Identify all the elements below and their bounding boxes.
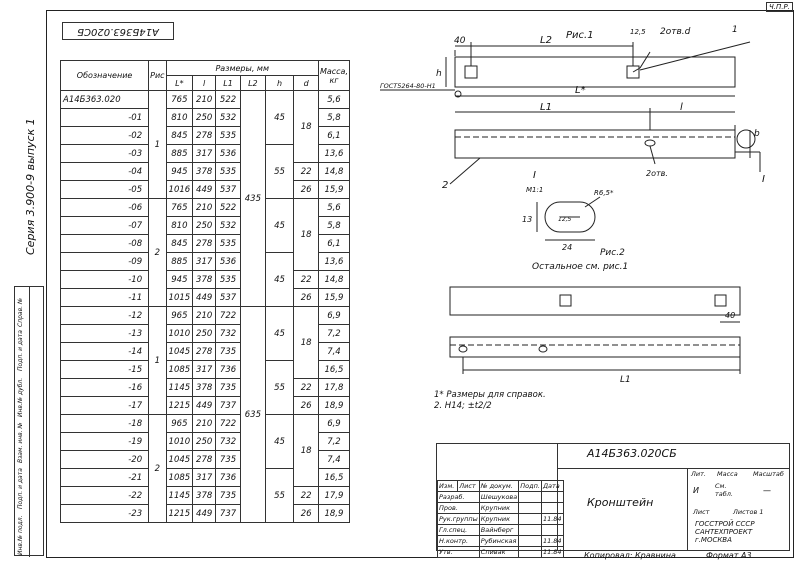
fig2-title: Рис.2	[600, 248, 625, 258]
cell-Lstar: 1085	[166, 469, 193, 487]
cell-mass: 6,9	[318, 415, 349, 433]
dim-24: 24	[562, 243, 573, 252]
cell-L1: 736	[216, 361, 241, 379]
cell-designation: -18	[61, 415, 149, 433]
cell-Lstar: 945	[166, 271, 193, 289]
cell-designation: -21	[61, 469, 149, 487]
cell-designation: А14Б363.020	[61, 91, 149, 109]
cell-d: 26	[294, 505, 319, 523]
cell-mass: 14,8	[318, 271, 349, 289]
table-row	[61, 397, 350, 415]
cell-L1: 535	[216, 163, 241, 181]
cell-L1: 737	[216, 505, 241, 523]
cell-mass: 7,4	[318, 343, 349, 361]
cell-l: 378	[193, 163, 216, 181]
cell-Lstar: 1045	[166, 343, 193, 361]
table-row	[61, 289, 350, 307]
dim-12-5: 12,5	[630, 28, 646, 36]
tb-code: А14Б363.020СБ	[587, 447, 677, 460]
col-L2: L2	[240, 76, 265, 91]
cell-mass: 15,9	[318, 181, 349, 199]
col-dims: Размеры, мм	[166, 61, 318, 76]
cell-mass: 16,5	[318, 361, 349, 379]
side-stamp-label-6: Справ. №	[17, 297, 24, 327]
cell-d: 22	[294, 163, 319, 181]
dim-Lstar: L*	[575, 85, 586, 96]
cell-l: 317	[193, 469, 216, 487]
tb-date	[541, 503, 563, 514]
cell-Lstar: 1010	[166, 325, 193, 343]
dim-L2: L2	[540, 35, 552, 46]
cell-mass: 7,2	[318, 325, 349, 343]
tb-role: Гл.спец.	[438, 525, 480, 536]
cell-l: 317	[193, 361, 216, 379]
gost-label: ГОСТ5264-80-Н1	[380, 82, 436, 90]
col-fig: Рис	[149, 61, 166, 91]
note-2: 2. H14; ±t2/2	[434, 401, 492, 411]
dim-13: 13	[522, 215, 533, 224]
tb-divider-h	[557, 468, 789, 469]
cell-mass: 5,8	[318, 109, 349, 127]
section-mark: I	[762, 174, 765, 185]
cell-l: 449	[193, 181, 216, 199]
cell-L1: 535	[216, 235, 241, 253]
cell-L1: 735	[216, 451, 241, 469]
cell-L1: 732	[216, 433, 241, 451]
section-scale: М1:1	[526, 186, 544, 194]
cell-mass: 14,8	[318, 163, 349, 181]
cell-h: 55	[265, 145, 293, 199]
col-d: d	[294, 76, 319, 91]
fig2-hole-left	[560, 295, 571, 306]
cell-designation: -17	[61, 397, 149, 415]
cell-L1: 532	[216, 109, 241, 127]
table-row	[61, 487, 350, 505]
tb-role: Н.контр.	[438, 536, 480, 547]
cell-mass: 6,9	[318, 307, 349, 325]
tb-sign	[519, 492, 542, 503]
cell-Lstar: 965	[166, 307, 193, 325]
tb-role-row	[438, 514, 564, 525]
table-row	[61, 415, 350, 433]
cell-mass: 5,8	[318, 217, 349, 235]
table-row	[61, 271, 350, 289]
cell-Lstar: 810	[166, 109, 193, 127]
fig1-side-bar	[455, 130, 735, 158]
fig2-side-bar	[450, 337, 740, 357]
tb-scale-value: —	[763, 486, 771, 495]
cell-L1: 535	[216, 271, 241, 289]
tb-header-cell: Подп.	[520, 482, 540, 490]
tb-signer: Спивак	[479, 547, 518, 558]
cell-designation: -10	[61, 271, 149, 289]
cell-Lstar: 1145	[166, 487, 193, 505]
cell-designation: -05	[61, 181, 149, 199]
cell-L1: 522	[216, 91, 241, 109]
cell-h: 55	[265, 469, 293, 523]
cell-Lstar: 1016	[166, 181, 193, 199]
tb-role-row	[438, 503, 564, 514]
dim-125: 12,5	[558, 216, 572, 223]
fig2-top-bar	[450, 287, 740, 315]
tb-date: 11.84	[542, 537, 562, 545]
cell-mass: 13,6	[318, 145, 349, 163]
tb-mass-header: Масса	[717, 470, 738, 478]
cell-designation: -09	[61, 253, 149, 271]
tb-sheet: Лист	[693, 508, 710, 516]
side-stamp-label-3: Взам. инв. №	[17, 422, 24, 463]
tb-lit-header: Лит.	[691, 470, 706, 478]
cell-designation: -13	[61, 325, 149, 343]
cell-l: 449	[193, 397, 216, 415]
tb-sign	[519, 536, 542, 547]
tb-role: Утв.	[438, 547, 480, 558]
cell-l: 278	[193, 127, 216, 145]
cell-designation: -22	[61, 487, 149, 505]
cell-designation: -02	[61, 127, 149, 145]
dim-b: b	[754, 129, 760, 139]
cell-L1: 735	[216, 487, 241, 505]
tb-role-row	[438, 492, 564, 503]
cell-Lstar: 945	[166, 163, 193, 181]
tb-role: Рук.группы	[439, 515, 478, 523]
cell-l: 210	[193, 91, 216, 109]
cell-Lstar: 1085	[166, 361, 193, 379]
tb-signer: Рубинская	[479, 536, 518, 547]
cell-d: 26	[294, 181, 319, 199]
tb-signatures	[437, 480, 564, 558]
note-1: 1* Размеры для справок.	[434, 390, 546, 400]
cell-h: 45	[265, 307, 293, 361]
drawing-canvas	[350, 12, 790, 402]
tb-mass-value: См. табл.	[715, 482, 733, 498]
cell-L1: 735	[216, 379, 241, 397]
cell-Lstar: 885	[166, 145, 193, 163]
notes	[434, 390, 546, 412]
table-row	[61, 163, 350, 181]
dim-R: R6,5*	[594, 189, 614, 197]
copied-by: Копировал: Кравнина	[584, 551, 676, 560]
cell-designation: -20	[61, 451, 149, 469]
fig1-top-bar	[455, 57, 735, 87]
cell-h: 55	[265, 361, 293, 415]
cell-fig: 1	[149, 91, 166, 199]
cell-l: 317	[193, 253, 216, 271]
dim-40: 40	[454, 36, 466, 46]
table-row	[61, 181, 350, 199]
tb-org-1: ГОССТРОЙ СССР	[695, 520, 755, 528]
holes-label: 2отв.d	[660, 27, 691, 37]
cell-l: 250	[193, 217, 216, 235]
tb-role: Пров.	[438, 503, 480, 514]
cell-h: 45	[265, 415, 293, 469]
cell-designation: -23	[61, 505, 149, 523]
dim-l: l	[680, 102, 683, 113]
format-label: Формат А3	[706, 551, 752, 560]
corner-code: Ч.П.Р.	[766, 2, 793, 12]
tb-date: 11.84	[542, 548, 562, 556]
section-title: I	[533, 170, 536, 181]
cell-mass: 18,9	[318, 505, 349, 523]
cell-d: 22	[294, 487, 319, 505]
cell-L2: 635	[240, 307, 265, 523]
cell-mass: 7,2	[318, 433, 349, 451]
cell-Lstar: 810	[166, 217, 193, 235]
tb-header-row	[438, 481, 564, 492]
cell-d: 18	[294, 199, 319, 271]
table-row	[61, 307, 350, 325]
cell-l: 449	[193, 289, 216, 307]
cell-designation: -16	[61, 379, 149, 397]
cell-L1: 732	[216, 325, 241, 343]
table-row	[61, 379, 350, 397]
cell-mass: 17,8	[318, 379, 349, 397]
cell-l: 449	[193, 505, 216, 523]
tb-scale-header: Масштаб	[753, 470, 784, 478]
cell-d: 18	[294, 307, 319, 379]
tb-org-3: г.МОСКВА	[695, 536, 732, 544]
cell-mass: 16,5	[318, 469, 349, 487]
cell-l: 250	[193, 433, 216, 451]
col-mass: Масса, кг	[318, 61, 349, 91]
side-stamp-label-1: Инв.№ подл.	[17, 515, 24, 555]
tb-signer: Шешукова	[480, 493, 518, 501]
cell-l: 378	[193, 379, 216, 397]
cell-mass: 6,1	[318, 127, 349, 145]
tb-header-cell: № докум.	[479, 481, 518, 492]
side-stamp-label-5: Подп. и дата	[17, 330, 24, 371]
tb-date	[541, 492, 563, 503]
cell-designation: -04	[61, 163, 149, 181]
tb-date: 11.84	[542, 515, 562, 523]
cell-Lstar: 1215	[166, 505, 193, 523]
holes2-label: 2отв.	[646, 169, 668, 178]
tb-divider-v2	[687, 468, 688, 550]
tb-header-cell: Изм.	[438, 481, 458, 492]
tb-role-row	[438, 536, 564, 547]
cell-designation: -03	[61, 145, 149, 163]
tb-lit-value: И	[693, 486, 699, 495]
cell-Lstar: 765	[166, 91, 193, 109]
side-stamp-label-4: Инв.№ дубл.	[17, 377, 24, 417]
leader-2: 2	[442, 180, 449, 191]
cell-l: 210	[193, 307, 216, 325]
cell-mass: 5,6	[318, 91, 349, 109]
cell-Lstar: 1010	[166, 433, 193, 451]
tb-org	[695, 520, 755, 544]
cell-L1: 532	[216, 217, 241, 235]
cell-h: 45	[265, 253, 293, 307]
cell-L1: 536	[216, 253, 241, 271]
cell-Lstar: 1145	[166, 379, 193, 397]
cell-designation: -19	[61, 433, 149, 451]
cell-d: 26	[294, 289, 319, 307]
cell-l: 210	[193, 199, 216, 217]
dim-h: h	[436, 69, 442, 79]
cell-L1: 535	[216, 127, 241, 145]
cell-l: 378	[193, 271, 216, 289]
cell-l: 250	[193, 325, 216, 343]
cell-l: 250	[193, 109, 216, 127]
tb-name: Кронштейн	[587, 496, 654, 509]
cell-designation: -12	[61, 307, 149, 325]
cell-l: 278	[193, 343, 216, 361]
tb-role-row	[438, 547, 564, 558]
cell-fig: 1	[149, 307, 166, 415]
cell-L1: 735	[216, 343, 241, 361]
cell-L1: 536	[216, 145, 241, 163]
cell-L1: 722	[216, 415, 241, 433]
side-stamp	[14, 286, 44, 556]
tb-role-row	[438, 525, 564, 536]
fig2-note: Остальное см. рис.1	[532, 262, 629, 272]
col-Lstar: L*	[166, 76, 193, 91]
tb-sign	[519, 503, 542, 514]
cell-mass: 5,6	[318, 199, 349, 217]
cell-Lstar: 845	[166, 235, 193, 253]
cell-mass: 13,6	[318, 253, 349, 271]
tb-header-cell: Дата	[541, 481, 563, 492]
cell-L1: 522	[216, 199, 241, 217]
cell-designation: -07	[61, 217, 149, 235]
table-row	[61, 199, 350, 217]
tb-sign	[519, 514, 542, 525]
cell-Lstar: 885	[166, 253, 193, 271]
table-row	[61, 91, 350, 109]
cell-mass: 17,9	[318, 487, 349, 505]
fig2-dim-40: 40	[725, 311, 736, 320]
cell-d: 22	[294, 379, 319, 397]
cell-l: 278	[193, 235, 216, 253]
cell-designation: -01	[61, 109, 149, 127]
tb-signer: Крупник	[479, 503, 518, 514]
fig2-hole-right	[715, 295, 726, 306]
tb-date	[541, 525, 563, 536]
cell-L1: 722	[216, 307, 241, 325]
cell-mass: 18,9	[318, 397, 349, 415]
table-row	[61, 505, 350, 523]
series-label: Серия 3.900-9 выпуск 1	[24, 118, 37, 255]
cell-fig: 2	[149, 199, 166, 307]
cell-d: 18	[294, 415, 319, 487]
col-L1: L1	[216, 76, 241, 91]
side-stamp-divider	[29, 287, 30, 557]
leader-1: 1	[732, 25, 738, 35]
cell-Lstar: 965	[166, 415, 193, 433]
tb-sign	[519, 525, 542, 536]
cell-Lstar: 845	[166, 127, 193, 145]
cell-designation: -14	[61, 343, 149, 361]
col-l: l	[193, 76, 216, 91]
cell-l: 278	[193, 451, 216, 469]
tb-role: Разраб.	[438, 492, 480, 503]
tb-signer: Вайнберг	[479, 525, 518, 536]
cell-Lstar: 1015	[166, 289, 193, 307]
cell-designation: -06	[61, 199, 149, 217]
cell-l: 317	[193, 145, 216, 163]
tb-org-2: САНТЕХПРОЕКТ	[695, 528, 753, 536]
tb-sheets: Листов 1	[733, 508, 764, 516]
inverted-code-box: А14Б363.020СБ	[62, 22, 174, 40]
spec-table	[60, 60, 350, 523]
col-designation: Обозначение	[61, 61, 149, 91]
cell-h: 45	[265, 91, 293, 145]
tb-header-cell: Лист	[458, 481, 480, 492]
cell-Lstar: 1215	[166, 397, 193, 415]
col-h: h	[265, 76, 293, 91]
cell-d: 22	[294, 271, 319, 289]
side-stamp-label-2: Подп. и дата	[17, 468, 24, 509]
cell-Lstar: 765	[166, 199, 193, 217]
tb-sign	[519, 547, 542, 558]
cell-d: 18	[294, 91, 319, 163]
cell-l: 378	[193, 487, 216, 505]
cell-mass: 15,9	[318, 289, 349, 307]
cell-L1: 736	[216, 469, 241, 487]
cell-L1: 537	[216, 289, 241, 307]
cell-L2: 435	[240, 91, 265, 307]
cell-l: 210	[193, 415, 216, 433]
cell-mass: 6,1	[318, 235, 349, 253]
cell-Lstar: 1045	[166, 451, 193, 469]
dim-L1: L1	[540, 102, 552, 113]
fig1-title: Рис.1	[566, 30, 594, 41]
cell-L1: 737	[216, 397, 241, 415]
cell-h: 45	[265, 199, 293, 253]
cell-mass: 7,4	[318, 451, 349, 469]
fig1-hole-left	[465, 66, 477, 78]
cell-L1: 537	[216, 181, 241, 199]
cell-fig: 2	[149, 415, 166, 523]
fig2-dim-L1: L1	[620, 375, 631, 385]
cell-designation: -11	[61, 289, 149, 307]
cell-designation: -15	[61, 361, 149, 379]
cell-designation: -08	[61, 235, 149, 253]
tb-signer: Крупник	[479, 514, 518, 525]
cell-d: 26	[294, 397, 319, 415]
